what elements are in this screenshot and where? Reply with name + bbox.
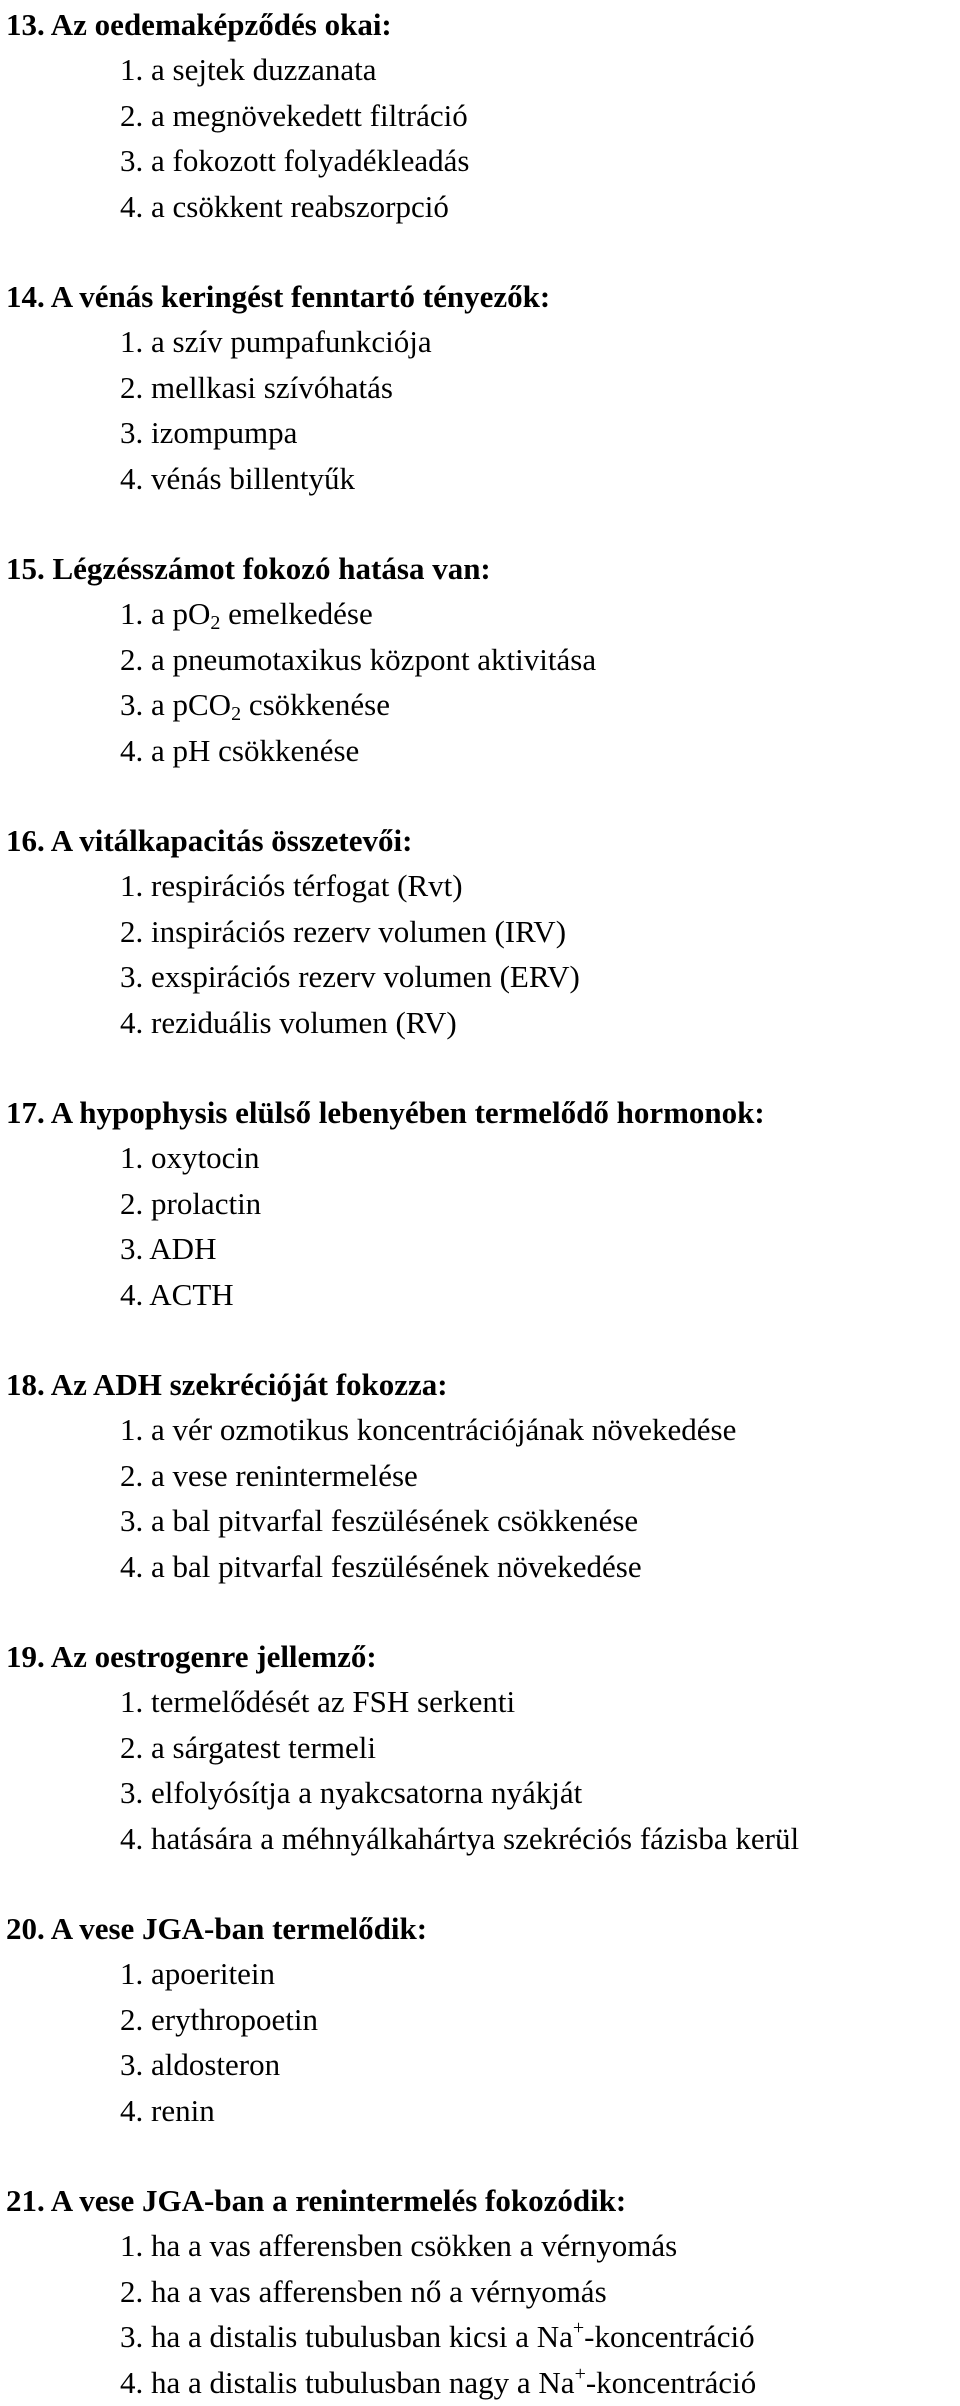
option-item: 1. termelődését az FSH serkenti [120, 1684, 516, 1719]
option-item: 2. mellkasi szívóhatás [120, 369, 393, 405]
option-list [6, 1135, 956, 1317]
option-item: 4. a csökkent reabszorpció [120, 188, 449, 224]
question-14 [6, 274, 956, 501]
question-20 [6, 1906, 956, 2133]
option-list [6, 47, 956, 229]
option-text: 3. a pCO [120, 687, 232, 722]
option-list [6, 1679, 956, 1861]
option-item [120, 2314, 956, 2360]
subscript: 2 [231, 703, 242, 725]
question-title: 16. A vitálkapacitás összetevői: [6, 823, 413, 858]
option-text: 4. ha a distalis tubulusban nagy a Na [120, 2364, 575, 2400]
subscript: 2 [210, 612, 221, 634]
option-item [120, 2360, 956, 2406]
option-item: 1. a sejtek duzzanata [120, 52, 377, 87]
option-text: 3. ha a distalis tubulusban kicsi a Na [120, 2319, 573, 2354]
option-item: 1. respirációs térfogat (Rvt) [120, 868, 463, 903]
option-item: 4. hatására a méhnyálkahártya szekréciós fázisba kerül [120, 1820, 800, 1856]
question-13 [6, 2, 956, 229]
superscript: + [572, 2317, 585, 2339]
option-item: 4. vénás billentyűk [120, 460, 356, 496]
superscript: + [574, 2362, 586, 2385]
question-title: 14. A vénás keringést fenntartó tényezők: [6, 279, 551, 314]
question-title: 17. A hypophysis elülső lebenyében termelődő hormonok: [6, 1095, 765, 1130]
question-16 [6, 818, 956, 1045]
option-item: 3. izompumpa [120, 415, 298, 450]
option-item: 4. a bal pitvarfal feszülésének növekedése [120, 1548, 642, 1584]
option-item: 2. erythropoetin [120, 2001, 319, 2037]
option-item: 3. elfolyósítja a nyakcsatorna nyákját [120, 1775, 583, 1810]
option-item: 1. a szív pumpafunkciója [120, 324, 432, 359]
option-item: 4. reziduális volumen (RV) [120, 1004, 457, 1040]
question-21 [6, 2178, 956, 2405]
option-item: 3. ADH [120, 1231, 217, 1266]
question-title: 19. Az oestrogenre jellemző: [6, 1639, 377, 1674]
option-item: 1. apoeritein [120, 1956, 275, 1991]
option-list [6, 2223, 956, 2405]
option-item: 2. a megnövekedett filtráció [120, 97, 468, 133]
option-item: 3. a bal pitvarfal feszülésének csökkenése [120, 1503, 639, 1538]
option-item [120, 591, 956, 637]
option-item: 2. ha a vas afferensben nő a vérnyomás [120, 2273, 607, 2309]
option-list [6, 863, 956, 1045]
option-list [6, 1407, 956, 1589]
question-17 [6, 1090, 956, 1317]
option-item: 2. prolactin [120, 1185, 262, 1221]
option-item: 4. ACTH [120, 1276, 234, 1312]
question-18 [6, 1362, 956, 1589]
question-title: 18. Az ADH szekrécióját fokozza: [6, 1367, 448, 1402]
option-text: 1. a pO [120, 596, 211, 631]
option-item: 2. inspirációs rezerv volumen (IRV) [120, 913, 567, 949]
option-item: 1. oxytocin [120, 1140, 260, 1175]
question-title: 21. A vese JGA-ban a renintermelés fokozódik: [6, 2183, 627, 2218]
option-list [6, 591, 956, 773]
question-19 [6, 1634, 956, 1861]
option-text: -koncentráció [585, 2364, 757, 2400]
option-list [6, 319, 956, 501]
option-item: 3. aldosteron [120, 2047, 281, 2082]
option-item: 4. renin [120, 2092, 215, 2128]
option-item: 1. a vér ozmotikus koncentrációjának növekedése [120, 1412, 737, 1447]
option-text: emelkedése [220, 596, 373, 631]
option-item: 1. ha a vas afferensben csökken a vérnyomás [120, 2228, 678, 2263]
option-item: 4. a pH csökkenése [120, 732, 360, 768]
option-item: 2. a vese renintermelése [120, 1457, 418, 1493]
option-item: 2. a sárgatest termeli [120, 1729, 376, 1765]
option-text: -koncentráció [584, 2319, 755, 2354]
option-item [120, 682, 956, 728]
option-item: 3. exspirációs rezerv volumen (ERV) [120, 959, 580, 994]
question-title: 13. Az oedemaképződés okai: [6, 7, 392, 42]
question-15 [6, 546, 956, 773]
option-item: 3. a fokozott folyadékleadás [120, 143, 470, 178]
option-text: csökkenése [241, 687, 390, 722]
question-title: 15. Légzésszámot fokozó hatása van: [6, 551, 491, 586]
question-title: 20. A vese JGA-ban termelődik: [6, 1911, 428, 1946]
option-list [6, 1951, 956, 2133]
option-item: 2. a pneumotaxikus központ aktivitása [120, 641, 597, 677]
